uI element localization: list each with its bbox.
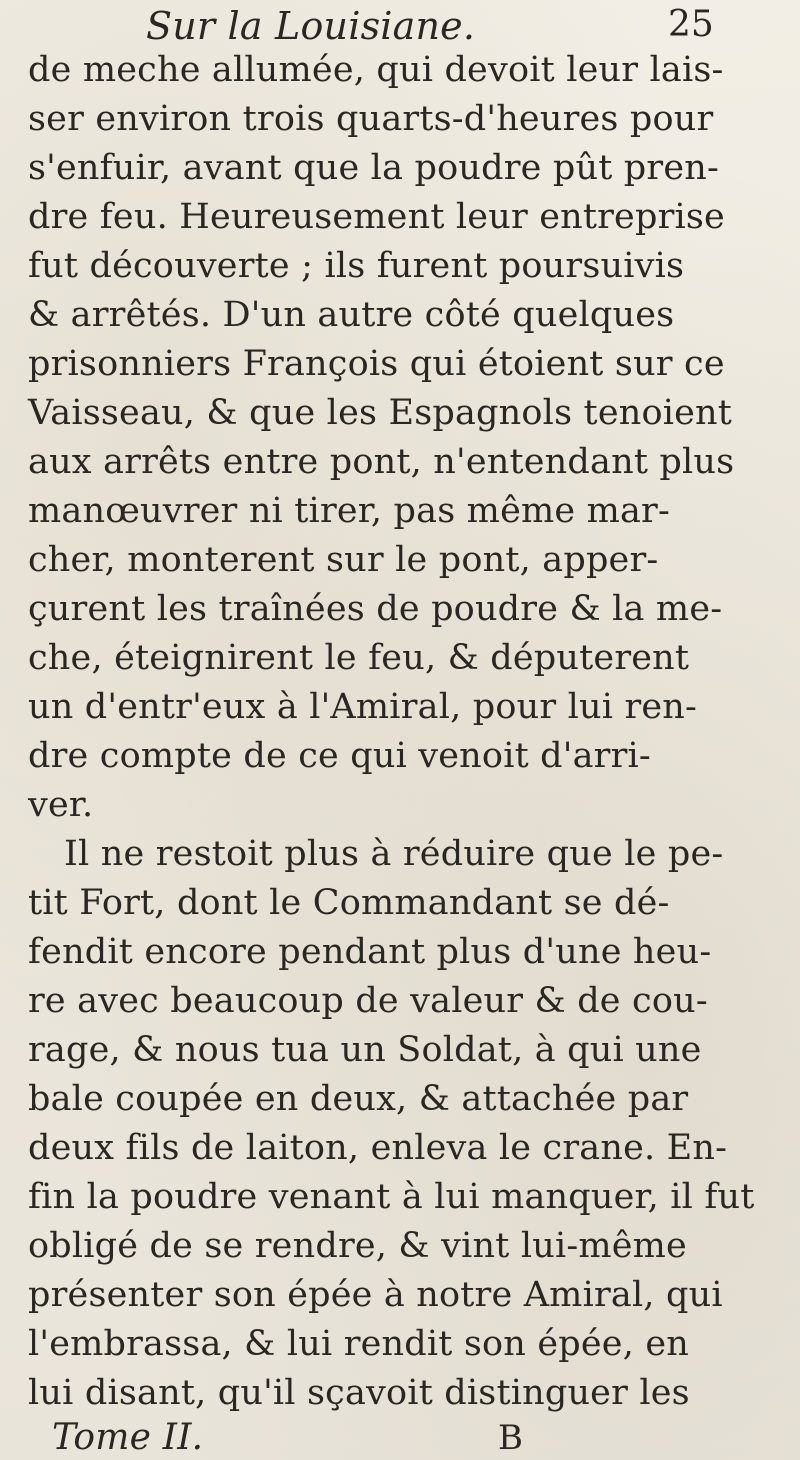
text-line-6: & arrêtés. D'un autre côté quelques xyxy=(28,295,675,335)
text-line-19: fendit encore pendant plus d'une heu- xyxy=(28,932,712,972)
text-line-15: dre compte de ce qui venoit d'arri- xyxy=(28,736,651,776)
text-line-25: obligé de se rendre, & vint lui-même xyxy=(28,1226,687,1266)
text-line-8: Vaisseau, & que les Espagnols tenoient xyxy=(28,393,733,433)
text-line-27: l'embrassa, & lui rendit son épée, en xyxy=(28,1324,690,1364)
text-line-28: lui disant, qu'il sçavoit distinguer les xyxy=(28,1373,690,1413)
volume-label: Tome II. xyxy=(52,1417,204,1458)
text-line-10: manœuvrer ni tirer, pas même mar- xyxy=(28,491,671,531)
text-line-18: tit Fort, dont le Commandant se dé- xyxy=(28,883,670,923)
text-line-23: deux fils de laiton, enleva le crane. En- xyxy=(28,1128,728,1168)
text-line-11: cher, monterent sur le pont, apper- xyxy=(28,540,659,580)
text-line-14: un d'entr'eux à l'Amiral, pour lui ren- xyxy=(28,687,698,727)
text-line-7: prisonniers François qui étoient sur ce xyxy=(28,344,725,384)
text-line-1: de meche allumée, qui devoit leur lais- xyxy=(28,50,724,90)
text-line-3: s'enfuir, avant que la poudre pût pren- xyxy=(28,148,720,188)
text-line-9: aux arrêts entre pont, n'entendant plus xyxy=(28,442,735,482)
text-line-22: bale coupée en deux, & attachée par xyxy=(28,1079,689,1119)
text-line-12: çurent les traînées de poudre & la me- xyxy=(28,589,723,629)
text-line-20: re avec beaucoup de valeur & de cou- xyxy=(28,981,708,1021)
text-line-13: che, éteignirent le feu, & députerent xyxy=(28,638,690,678)
text-line-5: fut découverte ; ils furent poursuivis xyxy=(28,246,685,286)
text-line-4: dre feu. Heureusement leur entreprise xyxy=(28,197,725,237)
running-title: Sur la Louisiane. xyxy=(146,4,476,48)
text-line-2: ser environ trois quarts-d'heures pour xyxy=(28,99,714,139)
text-line-21: rage, & nous tua un Soldat, à qui une xyxy=(28,1030,702,1070)
signature-mark: B xyxy=(498,1418,523,1458)
page-number: 25 xyxy=(668,4,714,45)
text-line-16: ver. xyxy=(28,785,94,825)
text-line-17: Il ne restoit plus à réduire que le pe- xyxy=(64,834,724,874)
text-line-26: présenter son épée à notre Amiral, qui xyxy=(28,1275,723,1315)
text-line-24: fin la poudre venant à lui manquer, il fut xyxy=(28,1177,755,1217)
